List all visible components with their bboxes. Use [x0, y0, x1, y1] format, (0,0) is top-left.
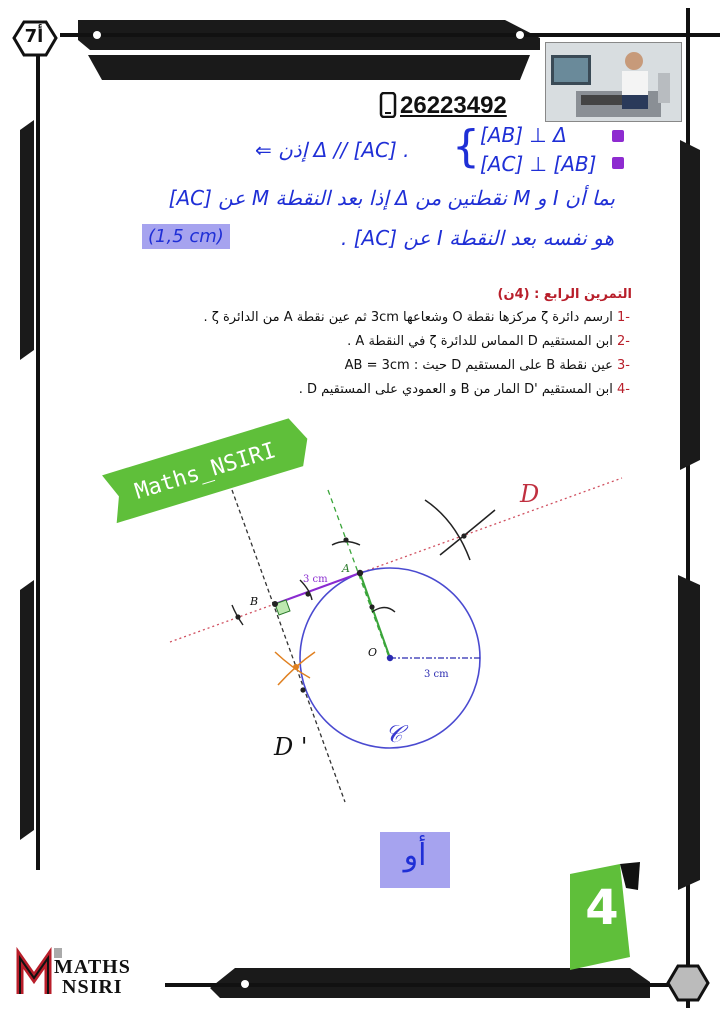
item-number: -3: [617, 358, 630, 373]
item-number: -1: [617, 310, 630, 325]
label-C: 𝒞: [385, 720, 403, 748]
label-O: O: [368, 646, 378, 659]
label-B: B: [250, 595, 259, 608]
note-condition-2: [AC] ⊥ [AB]: [480, 152, 597, 176]
point-mark: [235, 614, 240, 619]
item-number: -4: [617, 382, 630, 397]
arc-mark: [440, 510, 495, 555]
item-number: -2: [617, 334, 630, 349]
note-condition-1: [AB] ⊥ Δ: [480, 123, 567, 147]
label-D: D: [520, 480, 540, 508]
brace-icon: {: [452, 121, 480, 172]
arc-mark: [372, 608, 395, 613]
point-O: [387, 655, 393, 661]
note-line-3: هو نفسه بعد النقطة I عن [AC] .: [341, 226, 614, 250]
item-text: ابن المستقيم D المماس للدائرة ζ في النقطة A .: [347, 334, 613, 349]
page-badge: 7أ: [24, 26, 44, 47]
logo-line-1: MATHS: [54, 956, 131, 978]
item-text: عين نقطة B على المستقيم D حيث : AB = 3cm: [344, 358, 613, 373]
point-mark: [461, 533, 466, 538]
label-D-prime: D ': [274, 733, 308, 761]
point-B: [272, 601, 278, 607]
maths-nsiri-logo: [16, 944, 156, 1008]
label-AB: 3 cm: [303, 574, 328, 585]
point-mark: [343, 537, 348, 542]
label-radius: 3 cm: [424, 669, 449, 680]
stamp-box: [380, 832, 450, 888]
logo-line-2: NSIRI: [62, 976, 123, 998]
point-mark: [300, 687, 305, 692]
exercise-title: التمرين الرابع : (4ن): [497, 287, 632, 302]
watermark-text: Maths_NSIRI: [132, 438, 279, 505]
point-mark: [369, 604, 374, 609]
item-text: ابن المستقيم 'D المار من B و العمودي على المستقيم D .: [298, 382, 613, 397]
note-answer-box: (1,5 cm): [142, 224, 230, 249]
stamp-text: أو: [403, 838, 427, 873]
point-mark: [293, 664, 299, 670]
note-conclusion: . [AC] // Δ إذن ⇐: [255, 138, 410, 162]
point-mark: [305, 591, 310, 596]
page-number: 4: [585, 880, 619, 936]
note-line-2: بما أن I و M نقطتين من Δ إذا بعد النقطة M عن [AC]: [168, 186, 615, 210]
label-A: A: [342, 562, 350, 575]
arc-mark: [425, 500, 470, 560]
phone-number: 26223492: [400, 92, 507, 119]
item-text: ارسم دائرة ζ مركزها نقطة O وشعاعها 3cm ثم عين نقطة A من الدائرة ζ .: [203, 310, 613, 325]
point-A: [357, 570, 363, 576]
